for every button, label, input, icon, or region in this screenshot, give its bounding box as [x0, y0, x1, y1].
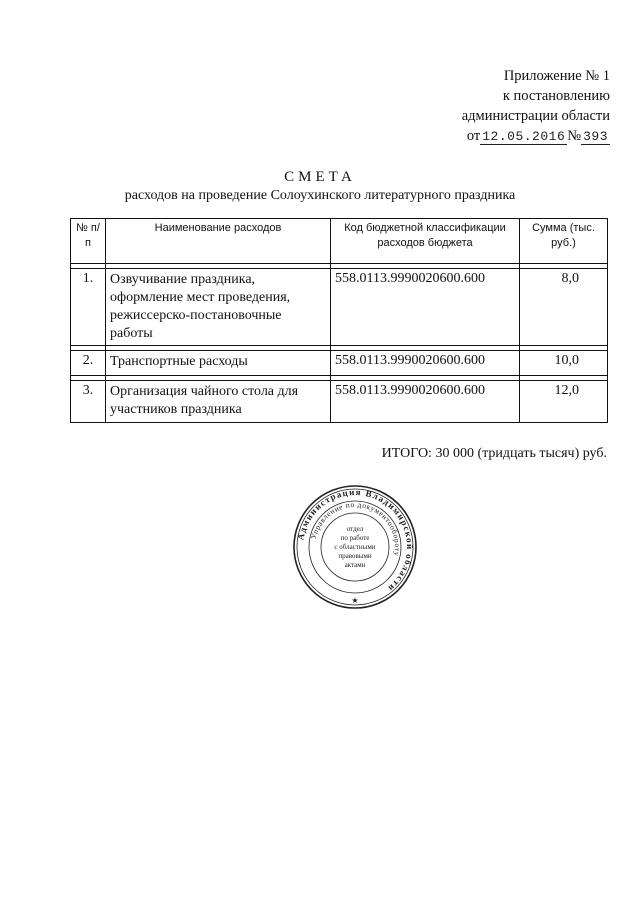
row-sum: 8,0 — [520, 269, 608, 346]
row-sum: 10,0 — [520, 351, 608, 376]
stamp-center-line: по работе — [340, 534, 370, 542]
row-name: Транспортные расходы — [106, 351, 331, 376]
header-num: № п/п — [71, 219, 106, 264]
estimate-table — [70, 218, 608, 423]
stamp-outer-text: Администрация Владимирской области — [295, 486, 416, 595]
appendix-line-2: к постановлению — [502, 88, 610, 104]
row-sum: 12,0 — [520, 381, 608, 423]
date-value: 12.05.2016 — [482, 129, 566, 144]
table-row — [71, 351, 608, 376]
star-icon: ★ — [351, 596, 359, 605]
row-num: 2. — [71, 351, 106, 376]
header-code: Код бюджетной классификации расходов бюджета — [331, 219, 520, 264]
stamp-center-text — [334, 525, 375, 569]
stamp-center-line: с областными — [334, 543, 376, 551]
appendix-date-line — [467, 126, 610, 147]
appendix-line-1: Приложение № 1 — [503, 68, 610, 84]
table-row — [71, 269, 608, 346]
header-sum: Сумма (тыс. руб.) — [520, 219, 608, 264]
official-stamp — [292, 484, 418, 610]
row-code: 558.0113.9990020600.600 — [331, 351, 520, 376]
date-prefix: от — [466, 128, 481, 144]
document-title: СМЕТА — [284, 169, 356, 185]
appendix-block — [462, 66, 610, 147]
stamp-center-line: правовыми — [338, 552, 372, 560]
row-num: 1. — [71, 269, 106, 346]
number-value: 393 — [583, 129, 608, 144]
number-prefix: № — [567, 128, 582, 144]
row-name: Озвучивание праздника, оформление мест проведения, режиссерско-постановочные работы — [106, 269, 331, 346]
table-row — [71, 381, 608, 423]
document-subtitle: расходов на проведение Солоухинского литературного праздника — [124, 188, 516, 203]
appendix-line-3: администрации области — [461, 108, 610, 124]
row-name: Организация чайного стола для участников праздника — [106, 381, 331, 423]
header-name: Наименование расходов — [106, 219, 331, 264]
row-code: 558.0113.9990020600.600 — [331, 269, 520, 346]
stamp-center-line: отдел — [346, 525, 364, 533]
row-num: 3. — [71, 381, 106, 423]
row-code: 558.0113.9990020600.600 — [331, 381, 520, 423]
stamp-center-line: актами — [344, 561, 366, 569]
table-header-row — [71, 219, 608, 264]
stamp-inner-ring-text: Управление по документообороту — [308, 499, 403, 557]
total-line: ИТОГО: 30 000 (тридцать тысяч) руб. — [381, 446, 607, 461]
